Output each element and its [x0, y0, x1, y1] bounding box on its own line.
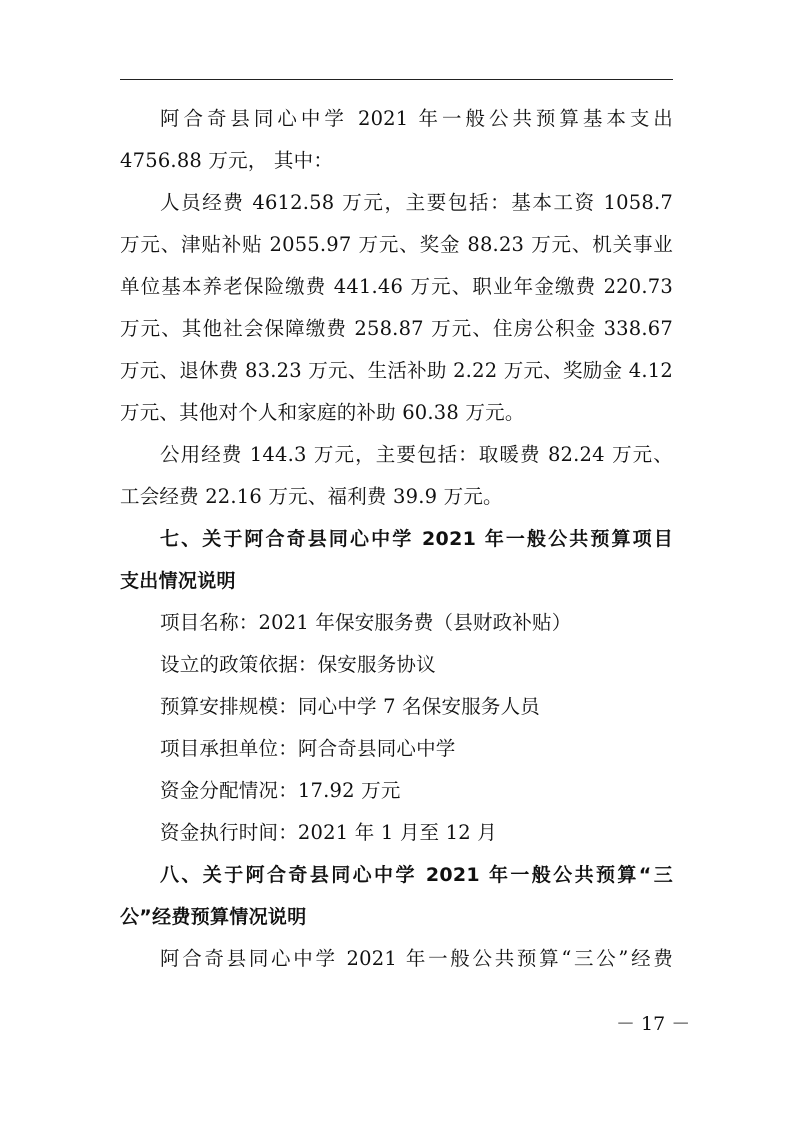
- section-heading: 七、关于阿合奇县同心中学 2021 年一般公共预算项目: [160, 528, 673, 550]
- section-heading: 八、关于阿合奇县同心中学 2021 年一般公共预算“三: [160, 864, 673, 886]
- paragraph-line: 单位基本养老保险缴费 441.46 万元、职业年金缴费 220.73: [120, 275, 673, 298]
- paragraph-line: 万元、退休费 83.23 万元、生活补助 2.22 万元、奖励金 4.12: [120, 359, 673, 382]
- list-item: 项目名称：2021 年保安服务费（县财政补贴）: [160, 611, 572, 634]
- list-item: 设立的政策依据：保安服务协议: [160, 653, 436, 676]
- paragraph-line: 万元、其他对个人和家庭的补助 60.38 万元。: [120, 401, 525, 424]
- paragraph-line: 人员经费 4612.58 万元，主要包括：基本工资 1058.7: [160, 191, 673, 214]
- paragraph-line: 万元、其他社会保障缴费 258.87 万元、住房公积金 338.67: [120, 317, 673, 340]
- paragraph-line: 阿合奇县同心中学 2021 年一般公共预算“三公”经费: [160, 947, 673, 970]
- paragraph-line: 万元、津贴补贴 2055.97 万元、奖金 88.23 万元、机关事业: [120, 233, 673, 256]
- list-item: 资金执行时间：2021 年 1 月至 12 月: [160, 821, 497, 844]
- paragraph-line: 4756.88 万元， 其中：: [120, 149, 334, 172]
- list-item: 预算安排规模：同心中学 7 名保安服务人员: [160, 695, 541, 718]
- paragraph-line: 公用经费 144.3 万元，主要包括：取暖费 82.24 万元、: [160, 443, 673, 466]
- section-heading: 公”经费预算情况说明: [120, 906, 307, 928]
- paragraph-line: 工会经费 22.16 万元、福利费 39.9 万元。: [120, 485, 503, 508]
- paragraph-line: 阿合奇县同心中学 2021 年一般公共预算基本支出: [160, 107, 673, 130]
- section-heading: 支出情况说明: [120, 570, 236, 592]
- list-item: 资金分配情况：17.92 万元: [160, 779, 401, 802]
- list-item: 项目承担单位：阿合奇县同心中学: [160, 737, 456, 760]
- header-rule: [120, 79, 673, 80]
- page-number: － 17 －: [616, 1013, 691, 1035]
